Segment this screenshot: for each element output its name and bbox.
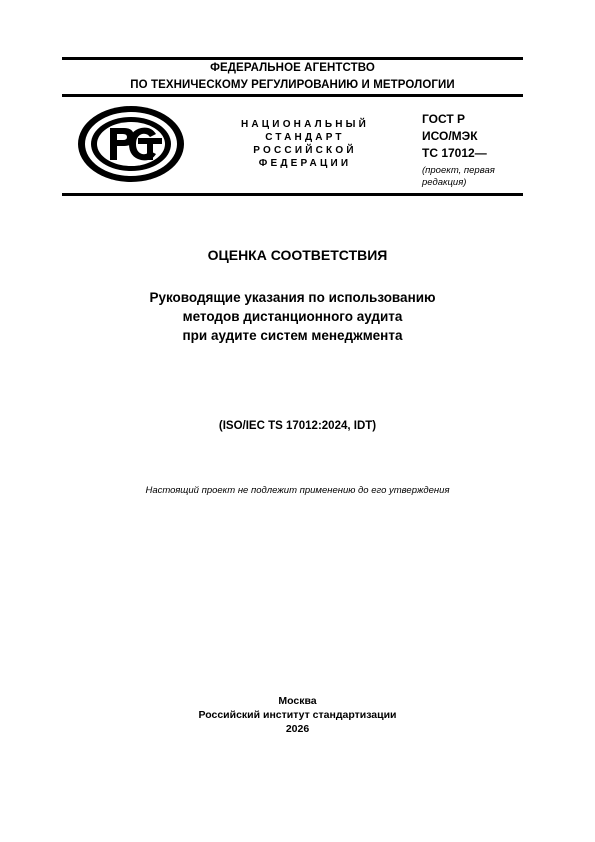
subtitle-line-2: методов дистанционного аудита bbox=[182, 309, 403, 324]
agency-line-2: ПО ТЕХНИЧЕСКОМУ РЕГУЛИРОВАНИЮ И МЕТРОЛОГИИ bbox=[130, 79, 455, 91]
national-standard-line-4: ФЕДЕРАЦИИ bbox=[258, 158, 352, 169]
national-standard-line-3: РОССИЙСКОЙ bbox=[253, 145, 357, 156]
draft-note-line-2: редакция) bbox=[422, 177, 467, 188]
national-standard-line-2: СТАНДАРТ bbox=[265, 132, 345, 143]
draft-note-line-1: (проект, первая bbox=[422, 165, 495, 176]
top-rule bbox=[62, 57, 523, 60]
national-standard-line-1: НАЦИОНАЛЬНЫЙ bbox=[240, 119, 370, 130]
international-reference: (ISO/IEC TS 17012:2024, IDT) bbox=[218, 420, 377, 432]
footer-year: 2026 bbox=[285, 723, 310, 735]
rst-logo-icon bbox=[76, 104, 186, 184]
gost-designation-line-3: ТС 17012— bbox=[422, 146, 487, 160]
agency-rule bbox=[62, 94, 523, 97]
footer-publisher: Российский институт стандартизации bbox=[198, 709, 397, 721]
gost-designation-line-2: ИСО/МЭК bbox=[422, 129, 478, 143]
document-title: ОЦЕНКА СООТВЕТСТВИЯ bbox=[207, 247, 388, 263]
subtitle-line-1: Руководящие указания по использованию bbox=[149, 290, 436, 305]
footer-city: Москва bbox=[278, 695, 317, 707]
subtitle-line-3: при аудите систем менеджмента bbox=[182, 328, 403, 343]
standard-block-rule bbox=[62, 193, 523, 196]
gost-designation-line-1: ГОСТ Р bbox=[422, 112, 466, 126]
draft-notice: Настоящий проект не подлежит применению до его утверждения bbox=[145, 485, 450, 496]
agency-line-1: ФЕДЕРАЛЬНОЕ АГЕНТСТВО bbox=[210, 62, 375, 74]
